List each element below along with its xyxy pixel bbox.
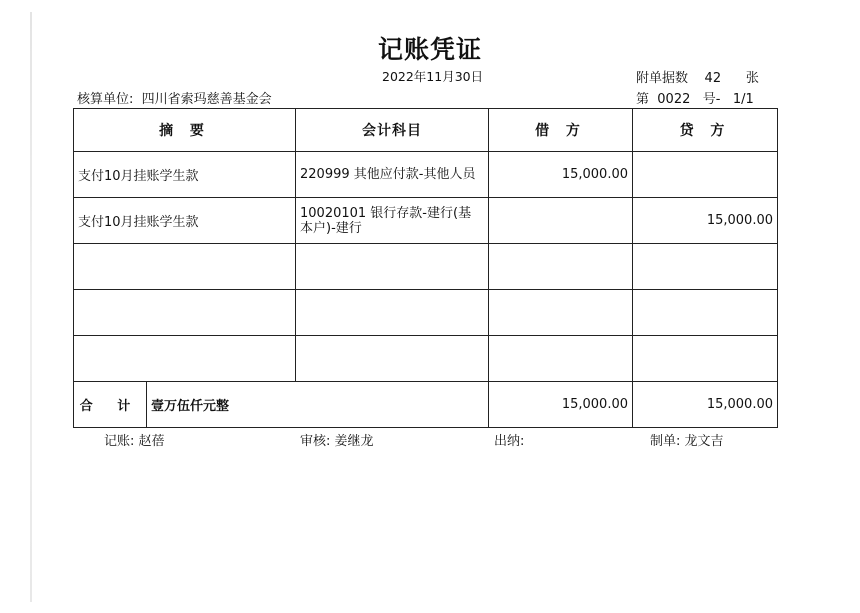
cell-credit (633, 244, 778, 290)
reviewer-signature: 审核: 姜继龙 (300, 434, 374, 449)
total-amount-words: 壹万伍仟元整 (147, 382, 489, 428)
cell-account (296, 336, 489, 382)
table-row (74, 244, 778, 290)
cashier-signature: 出纳: (494, 434, 525, 449)
total-debit: 15,000.00 (489, 382, 633, 428)
cell-summary (74, 244, 296, 290)
voucher-no-value: 0022 (657, 92, 691, 107)
total-credit: 15,000.00 (633, 382, 778, 428)
total-row (74, 382, 778, 428)
cell-debit (489, 290, 633, 336)
cell-credit (633, 290, 778, 336)
total-label: 合 计 (74, 382, 147, 428)
unit-label: 核算单位: (77, 92, 134, 107)
voucher-no-prefix: 第 (636, 92, 650, 107)
document-title: 记账凭证 (377, 35, 482, 64)
voucher-date: 2022年11月30日 (382, 69, 484, 84)
attachments-unit: 张 (745, 71, 759, 86)
header-summary: 摘 要 (74, 109, 296, 152)
unit-name: 四川省索玛慈善基金会 (141, 92, 272, 107)
cell-account: 10020101 银行存款-建行(基本户)-建行 (296, 198, 489, 244)
table-row (74, 198, 778, 244)
header-debit: 借 方 (489, 109, 633, 152)
voucher-no-suffix: 号- (702, 92, 721, 107)
table-row (74, 336, 778, 382)
table-row (74, 152, 778, 198)
cell-debit (489, 244, 633, 290)
bookkeeper-signature: 记账: 赵蓓 (104, 434, 165, 449)
scan-edge-shadow (30, 12, 32, 602)
cell-credit: 15,000.00 (633, 198, 778, 244)
cell-summary: 支付10月挂账学生款 (74, 198, 296, 244)
attachments-count: 42 (704, 71, 722, 86)
voucher-page: 1/1 (732, 92, 754, 107)
cell-credit (633, 336, 778, 382)
attachments-info (636, 67, 759, 86)
cell-summary (74, 290, 296, 336)
table-row (74, 290, 778, 336)
voucher-number (636, 88, 754, 107)
cell-credit (633, 152, 778, 198)
attachments-label: 附单据数 (636, 71, 689, 86)
cell-debit (489, 336, 633, 382)
table-header-row (74, 109, 778, 152)
cell-debit: 15,000.00 (489, 152, 633, 198)
cell-summary: 支付10月挂账学生款 (74, 152, 296, 198)
preparer-signature: 制单: 龙文吉 (650, 434, 724, 449)
header-credit: 贷 方 (633, 109, 778, 152)
cell-summary (74, 336, 296, 382)
voucher-table (73, 108, 778, 428)
cell-debit (489, 198, 633, 244)
cell-account (296, 290, 489, 336)
header-account: 会计科目 (296, 109, 489, 152)
cell-account (296, 244, 489, 290)
accounting-unit (77, 88, 272, 107)
cell-account: 220999 其他应付款-其他人员 (296, 152, 489, 198)
